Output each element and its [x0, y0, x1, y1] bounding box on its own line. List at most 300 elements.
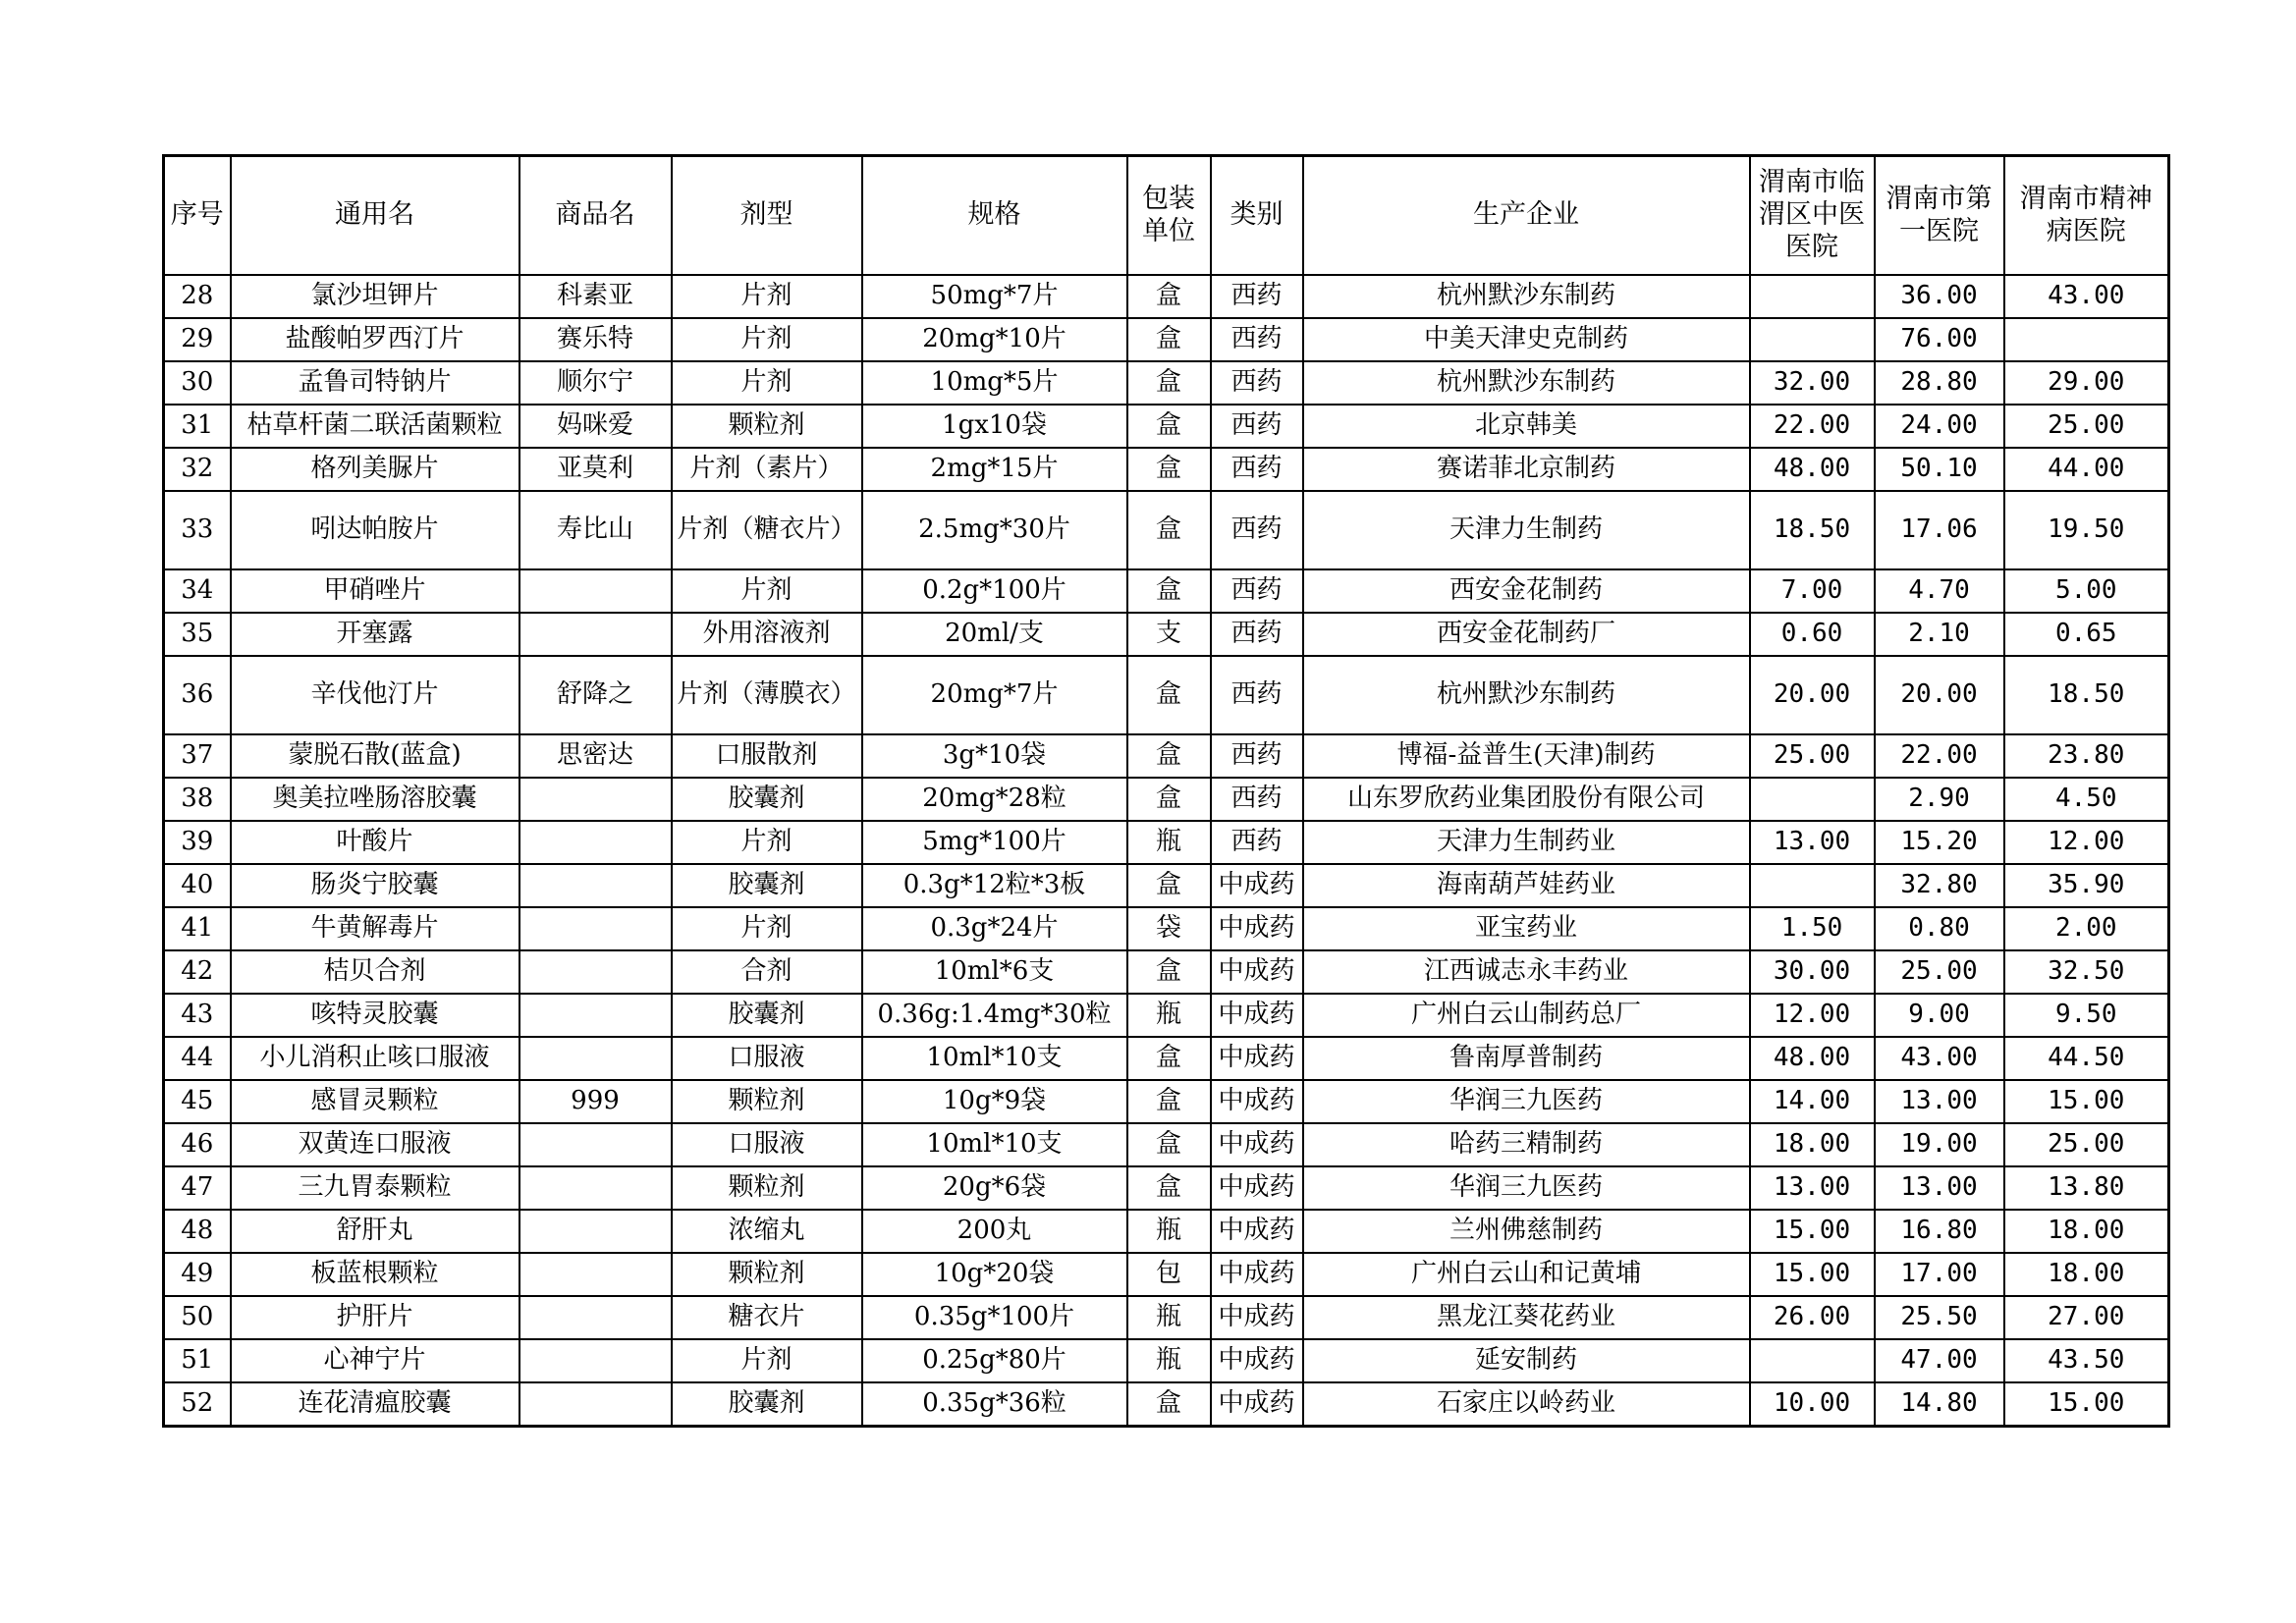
cell-specification: 20ml/支 — [862, 613, 1127, 656]
cell-dosage-form: 外用溶液剂 — [672, 613, 862, 656]
cell-generic-name: 牛黄解毒片 — [231, 907, 519, 950]
table-row — [164, 569, 2169, 613]
cell-brand-name — [519, 1123, 672, 1166]
cell-dosage-form: 浓缩丸 — [672, 1210, 862, 1253]
cell-category: 中成药 — [1211, 864, 1303, 907]
cell-price-psychiatric: 0.65 — [2004, 613, 2169, 656]
cell-seq: 32 — [164, 448, 231, 491]
cell-generic-name: 感冒灵颗粒 — [231, 1080, 519, 1123]
table-row — [164, 778, 2169, 821]
cell-specification: 10mg*5片 — [862, 361, 1127, 405]
table-row — [164, 1339, 2169, 1382]
cell-price-psychiatric: 25.00 — [2004, 405, 2169, 448]
table-row — [164, 1037, 2169, 1080]
cell-manufacturer: 华润三九医药 — [1303, 1080, 1750, 1123]
cell-category: 西药 — [1211, 491, 1303, 569]
cell-package-unit: 盒 — [1127, 1166, 1211, 1210]
cell-seq: 51 — [164, 1339, 231, 1382]
cell-generic-name: 心神宁片 — [231, 1339, 519, 1382]
cell-generic-name: 甲硝唑片 — [231, 569, 519, 613]
cell-category: 西药 — [1211, 734, 1303, 778]
cell-brand-name — [519, 1382, 672, 1427]
cell-package-unit: 盒 — [1127, 318, 1211, 361]
cell-price-first-hospital: 47.00 — [1875, 1339, 2004, 1382]
cell-price-linwei-tcm: 48.00 — [1750, 448, 1875, 491]
cell-package-unit: 盒 — [1127, 734, 1211, 778]
cell-price-psychiatric: 15.00 — [2004, 1080, 2169, 1123]
cell-generic-name: 护肝片 — [231, 1296, 519, 1339]
cell-price-linwei-tcm — [1750, 778, 1875, 821]
cell-price-first-hospital: 50.10 — [1875, 448, 2004, 491]
cell-generic-name: 孟鲁司特钠片 — [231, 361, 519, 405]
cell-price-linwei-tcm: 14.00 — [1750, 1080, 1875, 1123]
cell-price-first-hospital: 36.00 — [1875, 275, 2004, 318]
cell-brand-name: 亚莫利 — [519, 448, 672, 491]
cell-price-linwei-tcm: 13.00 — [1750, 1166, 1875, 1210]
cell-price-psychiatric: 18.00 — [2004, 1253, 2169, 1296]
cell-generic-name: 格列美脲片 — [231, 448, 519, 491]
cell-package-unit: 盒 — [1127, 778, 1211, 821]
table-row — [164, 1123, 2169, 1166]
cell-price-linwei-tcm — [1750, 864, 1875, 907]
cell-price-first-hospital: 2.90 — [1875, 778, 2004, 821]
cell-dosage-form: 颗粒剂 — [672, 1166, 862, 1210]
table-row — [164, 1382, 2169, 1427]
cell-price-psychiatric: 4.50 — [2004, 778, 2169, 821]
cell-category: 西药 — [1211, 569, 1303, 613]
cell-price-first-hospital: 2.10 — [1875, 613, 2004, 656]
table-row — [164, 656, 2169, 734]
cell-price-psychiatric: 44.00 — [2004, 448, 2169, 491]
cell-price-first-hospital: 0.80 — [1875, 907, 2004, 950]
cell-price-first-hospital: 13.00 — [1875, 1166, 2004, 1210]
cell-generic-name: 氯沙坦钾片 — [231, 275, 519, 318]
col-brand-name: 商品名 — [519, 156, 672, 276]
cell-dosage-form: 颗粒剂 — [672, 405, 862, 448]
table-row — [164, 994, 2169, 1037]
cell-manufacturer: 北京韩美 — [1303, 405, 1750, 448]
cell-package-unit: 盒 — [1127, 275, 1211, 318]
cell-brand-name — [519, 1253, 672, 1296]
cell-price-psychiatric: 25.00 — [2004, 1123, 2169, 1166]
table-row — [164, 1166, 2169, 1210]
cell-generic-name: 咳特灵胶囊 — [231, 994, 519, 1037]
cell-specification: 10ml*10支 — [862, 1123, 1127, 1166]
cell-seq: 45 — [164, 1080, 231, 1123]
cell-category: 中成药 — [1211, 907, 1303, 950]
cell-specification: 0.3g*24片 — [862, 907, 1127, 950]
cell-brand-name — [519, 613, 672, 656]
cell-manufacturer: 杭州默沙东制药 — [1303, 361, 1750, 405]
cell-dosage-form: 片剂（素片） — [672, 448, 862, 491]
cell-dosage-form: 片剂 — [672, 275, 862, 318]
cell-brand-name — [519, 950, 672, 994]
cell-generic-name: 桔贝合剂 — [231, 950, 519, 994]
cell-package-unit: 包 — [1127, 1253, 1211, 1296]
cell-seq: 33 — [164, 491, 231, 569]
cell-price-first-hospital: 16.80 — [1875, 1210, 2004, 1253]
table-row — [164, 613, 2169, 656]
cell-generic-name: 三九胃泰颗粒 — [231, 1166, 519, 1210]
cell-package-unit: 盒 — [1127, 950, 1211, 994]
cell-package-unit: 盒 — [1127, 448, 1211, 491]
cell-dosage-form: 胶囊剂 — [672, 994, 862, 1037]
cell-manufacturer: 延安制药 — [1303, 1339, 1750, 1382]
cell-generic-name: 奥美拉唑肠溶胶囊 — [231, 778, 519, 821]
cell-dosage-form: 胶囊剂 — [672, 864, 862, 907]
cell-price-psychiatric: 44.50 — [2004, 1037, 2169, 1080]
table-row — [164, 1080, 2169, 1123]
cell-package-unit: 盒 — [1127, 1037, 1211, 1080]
cell-price-linwei-tcm: 30.00 — [1750, 950, 1875, 994]
cell-specification: 0.3g*12粒*3板 — [862, 864, 1127, 907]
cell-price-linwei-tcm: 15.00 — [1750, 1210, 1875, 1253]
cell-specification: 200丸 — [862, 1210, 1127, 1253]
cell-price-psychiatric: 2.00 — [2004, 907, 2169, 950]
cell-specification: 0.35g*100片 — [862, 1296, 1127, 1339]
drug-price-table — [162, 154, 2170, 1428]
cell-seq: 47 — [164, 1166, 231, 1210]
cell-price-linwei-tcm: 10.00 — [1750, 1382, 1875, 1427]
header-row — [164, 156, 2169, 276]
cell-brand-name — [519, 778, 672, 821]
cell-price-linwei-tcm: 13.00 — [1750, 821, 1875, 864]
cell-manufacturer: 杭州默沙东制药 — [1303, 656, 1750, 734]
table-row — [164, 1296, 2169, 1339]
cell-generic-name: 叶酸片 — [231, 821, 519, 864]
cell-dosage-form: 片剂 — [672, 907, 862, 950]
cell-price-psychiatric: 18.00 — [2004, 1210, 2169, 1253]
cell-price-linwei-tcm: 12.00 — [1750, 994, 1875, 1037]
cell-package-unit: 盒 — [1127, 1123, 1211, 1166]
cell-category: 中成药 — [1211, 1166, 1303, 1210]
cell-manufacturer: 华润三九医药 — [1303, 1166, 1750, 1210]
table-row — [164, 864, 2169, 907]
cell-price-first-hospital: 19.00 — [1875, 1123, 2004, 1166]
cell-generic-name: 辛伐他汀片 — [231, 656, 519, 734]
cell-price-linwei-tcm — [1750, 318, 1875, 361]
cell-brand-name: 舒降之 — [519, 656, 672, 734]
cell-seq: 36 — [164, 656, 231, 734]
col-hospital-first: 渭南市第一医院 — [1875, 156, 2004, 276]
cell-dosage-form: 片剂 — [672, 821, 862, 864]
cell-category: 西药 — [1211, 275, 1303, 318]
cell-generic-name: 开塞露 — [231, 613, 519, 656]
cell-price-psychiatric: 19.50 — [2004, 491, 2169, 569]
cell-category: 中成药 — [1211, 950, 1303, 994]
cell-brand-name — [519, 907, 672, 950]
cell-manufacturer: 西安金花制药 — [1303, 569, 1750, 613]
cell-brand-name — [519, 569, 672, 613]
col-dosage-form: 剂型 — [672, 156, 862, 276]
cell-brand-name — [519, 1210, 672, 1253]
cell-generic-name: 舒肝丸 — [231, 1210, 519, 1253]
cell-dosage-form: 片剂 — [672, 1339, 862, 1382]
cell-category: 中成药 — [1211, 1382, 1303, 1427]
cell-specification: 20g*6袋 — [862, 1166, 1127, 1210]
cell-specification: 10ml*10支 — [862, 1037, 1127, 1080]
cell-seq: 29 — [164, 318, 231, 361]
cell-brand-name — [519, 994, 672, 1037]
cell-price-linwei-tcm: 20.00 — [1750, 656, 1875, 734]
cell-package-unit: 盒 — [1127, 405, 1211, 448]
col-category: 类别 — [1211, 156, 1303, 276]
cell-package-unit: 瓶 — [1127, 1296, 1211, 1339]
cell-seq: 48 — [164, 1210, 231, 1253]
cell-package-unit: 盒 — [1127, 1080, 1211, 1123]
cell-generic-name: 盐酸帕罗西汀片 — [231, 318, 519, 361]
cell-brand-name: 科素亚 — [519, 275, 672, 318]
cell-price-first-hospital: 28.80 — [1875, 361, 2004, 405]
cell-generic-name: 吲达帕胺片 — [231, 491, 519, 569]
cell-dosage-form: 片剂（糖衣片） — [672, 491, 862, 569]
cell-dosage-form: 颗粒剂 — [672, 1080, 862, 1123]
cell-manufacturer: 杭州默沙东制药 — [1303, 275, 1750, 318]
cell-price-psychiatric: 18.50 — [2004, 656, 2169, 734]
table-row — [164, 275, 2169, 318]
cell-dosage-form: 口服液 — [672, 1037, 862, 1080]
cell-manufacturer: 兰州佛慈制药 — [1303, 1210, 1750, 1253]
cell-package-unit: 瓶 — [1127, 1339, 1211, 1382]
cell-seq: 35 — [164, 613, 231, 656]
cell-price-linwei-tcm — [1750, 275, 1875, 318]
cell-dosage-form: 片剂（薄膜衣） — [672, 656, 862, 734]
cell-specification: 10g*9袋 — [862, 1080, 1127, 1123]
cell-price-linwei-tcm: 7.00 — [1750, 569, 1875, 613]
cell-seq: 37 — [164, 734, 231, 778]
cell-price-linwei-tcm — [1750, 1339, 1875, 1382]
cell-specification: 2.5mg*30片 — [862, 491, 1127, 569]
cell-price-first-hospital: 9.00 — [1875, 994, 2004, 1037]
cell-price-first-hospital: 22.00 — [1875, 734, 2004, 778]
cell-manufacturer: 石家庄以岭药业 — [1303, 1382, 1750, 1427]
cell-category: 中成药 — [1211, 1296, 1303, 1339]
cell-generic-name: 小儿消积止咳口服液 — [231, 1037, 519, 1080]
cell-category: 西药 — [1211, 656, 1303, 734]
cell-price-first-hospital: 14.80 — [1875, 1382, 2004, 1427]
cell-package-unit: 盒 — [1127, 361, 1211, 405]
cell-brand-name: 999 — [519, 1080, 672, 1123]
cell-category: 中成药 — [1211, 1253, 1303, 1296]
cell-price-psychiatric: 13.80 — [2004, 1166, 2169, 1210]
cell-category: 西药 — [1211, 361, 1303, 405]
cell-price-psychiatric: 35.90 — [2004, 864, 2169, 907]
cell-specification: 5mg*100片 — [862, 821, 1127, 864]
cell-price-psychiatric: 15.00 — [2004, 1382, 2169, 1427]
table-row — [164, 405, 2169, 448]
cell-manufacturer: 中美天津史克制药 — [1303, 318, 1750, 361]
cell-price-first-hospital: 17.00 — [1875, 1253, 2004, 1296]
cell-seq: 34 — [164, 569, 231, 613]
cell-manufacturer: 西安金花制药厂 — [1303, 613, 1750, 656]
col-hospital-linwei-tcm: 渭南市临渭区中医医院 — [1750, 156, 1875, 276]
cell-specification: 20mg*28粒 — [862, 778, 1127, 821]
cell-category: 西药 — [1211, 821, 1303, 864]
cell-price-first-hospital: 25.50 — [1875, 1296, 2004, 1339]
cell-price-psychiatric: 32.50 — [2004, 950, 2169, 994]
cell-category: 西药 — [1211, 405, 1303, 448]
cell-brand-name: 赛乐特 — [519, 318, 672, 361]
cell-seq: 46 — [164, 1123, 231, 1166]
cell-generic-name: 板蓝根颗粒 — [231, 1253, 519, 1296]
cell-dosage-form: 口服液 — [672, 1123, 862, 1166]
cell-manufacturer: 江西诚志永丰药业 — [1303, 950, 1750, 994]
cell-specification: 50mg*7片 — [862, 275, 1127, 318]
col-generic-name: 通用名 — [231, 156, 519, 276]
cell-price-first-hospital: 76.00 — [1875, 318, 2004, 361]
cell-manufacturer: 山东罗欣药业集团股份有限公司 — [1303, 778, 1750, 821]
cell-specification: 10g*20袋 — [862, 1253, 1127, 1296]
cell-dosage-form: 片剂 — [672, 318, 862, 361]
cell-generic-name: 双黄连口服液 — [231, 1123, 519, 1166]
cell-category: 西药 — [1211, 448, 1303, 491]
cell-manufacturer: 赛诺菲北京制药 — [1303, 448, 1750, 491]
cell-specification: 0.25g*80片 — [862, 1339, 1127, 1382]
cell-price-first-hospital: 43.00 — [1875, 1037, 2004, 1080]
cell-manufacturer: 天津力生制药 — [1303, 491, 1750, 569]
table-row — [164, 491, 2169, 569]
cell-brand-name — [519, 864, 672, 907]
col-specification: 规格 — [862, 156, 1127, 276]
cell-dosage-form: 合剂 — [672, 950, 862, 994]
cell-specification: 2mg*15片 — [862, 448, 1127, 491]
cell-generic-name: 枯草杆菌二联活菌颗粒 — [231, 405, 519, 448]
cell-seq: 30 — [164, 361, 231, 405]
cell-package-unit: 瓶 — [1127, 1210, 1211, 1253]
cell-manufacturer: 广州白云山制药总厂 — [1303, 994, 1750, 1037]
cell-seq: 38 — [164, 778, 231, 821]
cell-price-linwei-tcm: 0.60 — [1750, 613, 1875, 656]
cell-category: 中成药 — [1211, 1339, 1303, 1382]
cell-price-psychiatric: 5.00 — [2004, 569, 2169, 613]
cell-seq: 42 — [164, 950, 231, 994]
table-row — [164, 448, 2169, 491]
cell-specification: 0.36g:1.4mg*30粒 — [862, 994, 1127, 1037]
cell-category: 中成药 — [1211, 1210, 1303, 1253]
cell-package-unit: 盒 — [1127, 1382, 1211, 1427]
cell-category: 中成药 — [1211, 1037, 1303, 1080]
cell-price-linwei-tcm: 18.00 — [1750, 1123, 1875, 1166]
table-row — [164, 821, 2169, 864]
cell-category: 西药 — [1211, 318, 1303, 361]
table-row — [164, 1253, 2169, 1296]
cell-dosage-form: 糖衣片 — [672, 1296, 862, 1339]
cell-brand-name: 妈咪爱 — [519, 405, 672, 448]
table-row — [164, 361, 2169, 405]
cell-category: 中成药 — [1211, 994, 1303, 1037]
cell-price-linwei-tcm: 26.00 — [1750, 1296, 1875, 1339]
cell-specification: 20mg*10片 — [862, 318, 1127, 361]
cell-brand-name — [519, 1339, 672, 1382]
cell-price-psychiatric: 43.00 — [2004, 275, 2169, 318]
cell-category: 西药 — [1211, 778, 1303, 821]
cell-price-psychiatric — [2004, 318, 2169, 361]
cell-brand-name — [519, 821, 672, 864]
cell-seq: 49 — [164, 1253, 231, 1296]
cell-specification: 1gx10袋 — [862, 405, 1127, 448]
cell-category: 中成药 — [1211, 1123, 1303, 1166]
table-row — [164, 950, 2169, 994]
cell-package-unit: 盒 — [1127, 491, 1211, 569]
cell-manufacturer: 亚宝药业 — [1303, 907, 1750, 950]
cell-brand-name: 顺尔宁 — [519, 361, 672, 405]
cell-generic-name: 肠炎宁胶囊 — [231, 864, 519, 907]
cell-specification: 20mg*7片 — [862, 656, 1127, 734]
cell-seq: 28 — [164, 275, 231, 318]
cell-price-linwei-tcm: 1.50 — [1750, 907, 1875, 950]
cell-price-linwei-tcm: 25.00 — [1750, 734, 1875, 778]
cell-price-psychiatric: 23.80 — [2004, 734, 2169, 778]
cell-manufacturer: 天津力生制药业 — [1303, 821, 1750, 864]
cell-price-linwei-tcm: 18.50 — [1750, 491, 1875, 569]
cell-dosage-form: 片剂 — [672, 569, 862, 613]
cell-seq: 39 — [164, 821, 231, 864]
cell-specification: 0.2g*100片 — [862, 569, 1127, 613]
col-seq: 序号 — [164, 156, 231, 276]
col-manufacturer: 生产企业 — [1303, 156, 1750, 276]
cell-price-psychiatric: 12.00 — [2004, 821, 2169, 864]
cell-brand-name — [519, 1166, 672, 1210]
cell-price-first-hospital: 24.00 — [1875, 405, 2004, 448]
cell-generic-name: 连花清瘟胶囊 — [231, 1382, 519, 1427]
cell-dosage-form: 胶囊剂 — [672, 778, 862, 821]
cell-package-unit: 盒 — [1127, 656, 1211, 734]
cell-dosage-form: 片剂 — [672, 361, 862, 405]
cell-manufacturer: 黑龙江葵花药业 — [1303, 1296, 1750, 1339]
cell-price-first-hospital: 25.00 — [1875, 950, 2004, 994]
cell-category: 中成药 — [1211, 1080, 1303, 1123]
cell-dosage-form: 口服散剂 — [672, 734, 862, 778]
cell-category: 西药 — [1211, 613, 1303, 656]
cell-seq: 31 — [164, 405, 231, 448]
cell-seq: 41 — [164, 907, 231, 950]
cell-price-first-hospital: 20.00 — [1875, 656, 2004, 734]
cell-package-unit: 瓶 — [1127, 821, 1211, 864]
cell-generic-name: 蒙脱石散(蓝盒) — [231, 734, 519, 778]
table-row — [164, 1210, 2169, 1253]
cell-manufacturer: 海南葫芦娃药业 — [1303, 864, 1750, 907]
table-row — [164, 318, 2169, 361]
cell-seq: 44 — [164, 1037, 231, 1080]
cell-package-unit: 支 — [1127, 613, 1211, 656]
cell-manufacturer: 鲁南厚普制药 — [1303, 1037, 1750, 1080]
cell-brand-name — [519, 1037, 672, 1080]
table-row — [164, 734, 2169, 778]
cell-price-first-hospital: 32.80 — [1875, 864, 2004, 907]
cell-price-linwei-tcm: 15.00 — [1750, 1253, 1875, 1296]
cell-price-linwei-tcm: 22.00 — [1750, 405, 1875, 448]
cell-price-psychiatric: 27.00 — [2004, 1296, 2169, 1339]
cell-package-unit: 瓶 — [1127, 994, 1211, 1037]
col-hospital-psychiatric: 渭南市精神病医院 — [2004, 156, 2169, 276]
cell-manufacturer: 博福-益普生(天津)制药 — [1303, 734, 1750, 778]
cell-seq: 40 — [164, 864, 231, 907]
cell-brand-name: 寿比山 — [519, 491, 672, 569]
cell-seq: 50 — [164, 1296, 231, 1339]
cell-price-psychiatric: 43.50 — [2004, 1339, 2169, 1382]
col-package-unit: 包装单位 — [1127, 156, 1211, 276]
cell-price-linwei-tcm: 32.00 — [1750, 361, 1875, 405]
cell-price-first-hospital: 17.06 — [1875, 491, 2004, 569]
cell-specification: 3g*10袋 — [862, 734, 1127, 778]
cell-brand-name — [519, 1296, 672, 1339]
cell-price-first-hospital: 13.00 — [1875, 1080, 2004, 1123]
cell-price-psychiatric: 29.00 — [2004, 361, 2169, 405]
table-row — [164, 907, 2169, 950]
cell-price-first-hospital: 4.70 — [1875, 569, 2004, 613]
cell-specification: 0.35g*36粒 — [862, 1382, 1127, 1427]
cell-package-unit: 盒 — [1127, 569, 1211, 613]
